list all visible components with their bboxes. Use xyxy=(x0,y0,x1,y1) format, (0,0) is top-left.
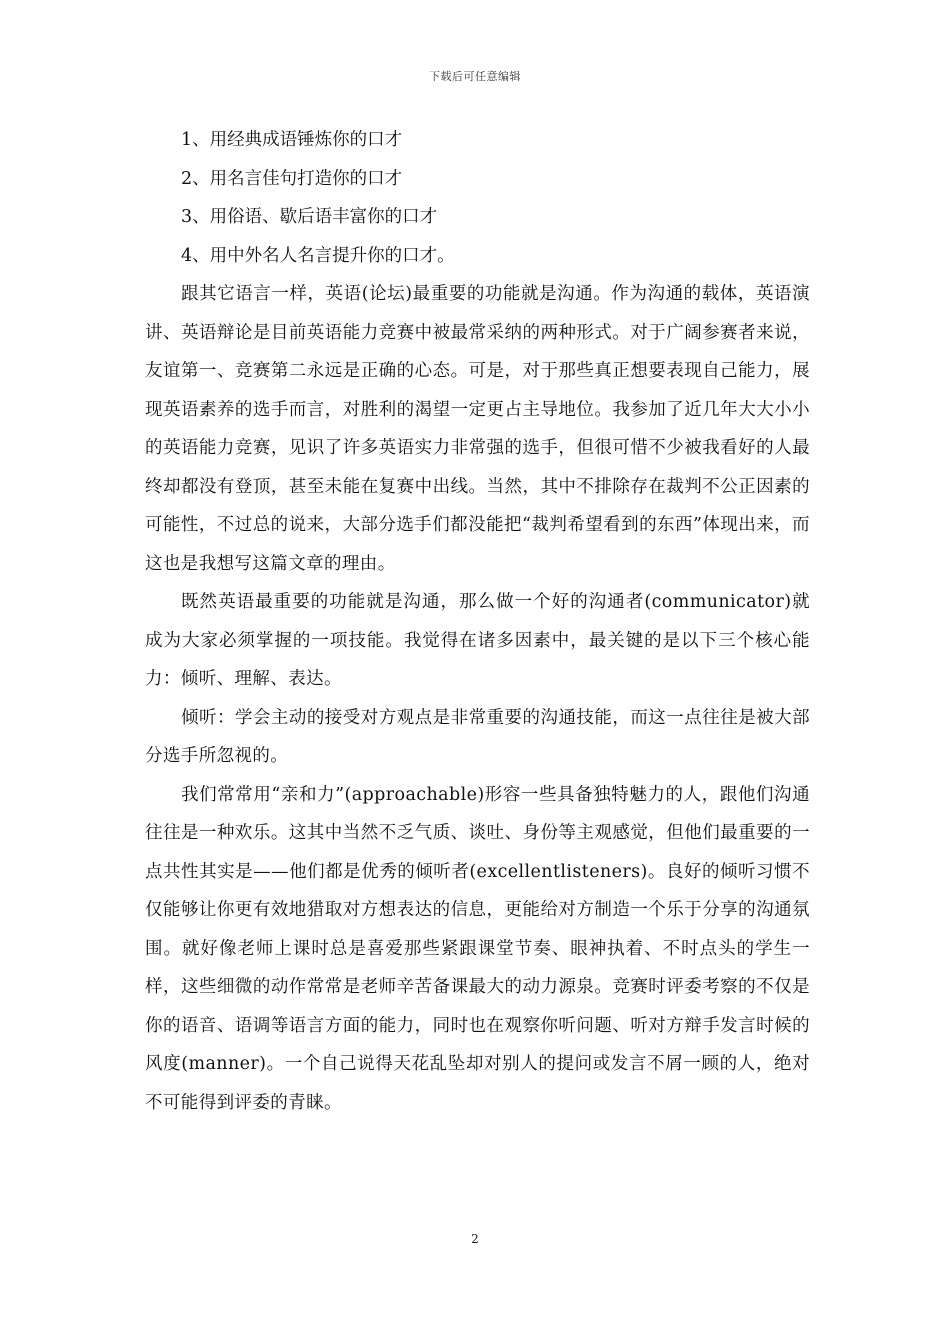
paragraph: 我们常常用“亲和力”(approachable)形容一些具备独特魅力的人，跟他们沟通往往是一种欢乐。这其中当然不乏气质、谈吐、身份等主观感觉，但他们最重要的一点共性其实是——他们都是优秀的倾听者(excellentlisteners)。良好的倾听习惯不仅能够让你更有效地猎取对方想表达的信息，更能给对方制造一个乐于分享的沟通氛围。就好像老师上课时总是喜爱那些紧跟课堂节奏、眼神执着、不时点头的学生一样，这些细微的动作常常是老师辛苦备课最大的动力源泉。竞赛时评委考察的不仅是你的语音、语调等语言方面的能力，同时也在观察你听问题、听对方辩手发言时候的风度(manner)。一个自己说得天花乱坠却对别人的提问或发言不屑一顾的人，绝对不可能得到评委的青睐。 xyxy=(145,784,810,1113)
paragraph: 跟其它语言一样，英语(论坛)最重要的功能就是沟通。作为沟通的载体，英语演讲、英语辩论是目前英语能力竞赛中被最常采纳的两种形式。对于广阔参赛者来说，友谊第一、竞赛第二永远是正确的心态。可是，对于那些真正想要表现自己能力，展现英语素养的选手而言，对胜利的渴望一定更占主导地位。我参加了近几年大大小小的英语能力竞赛，见识了许多英语实力非常强的选手，但很可惜不少被我看好的人最终却都没有登顶，甚至未能在复赛中出线。当然，其中不排除存在裁判不公正因素的可能性，不过总的说来，大部分选手们都没能把“裁判希望看到的东西”体现出来，而这也是我想写这篇文章的理由。 xyxy=(145,284,810,574)
document-body xyxy=(145,121,810,1122)
page-header: 下载后可任意编辑 xyxy=(429,70,521,83)
paragraph: 既然英语最重要的功能就是沟通，那么做一个好的沟通者(communicator)就成为大家必须掌握的一项技能。我觉得在诸多因素中，最关键的是以下三个核心能力：倾听、理解、表达。 xyxy=(145,592,810,689)
list-item: 1、用经典成语锤炼你的口才 xyxy=(181,130,403,150)
list-item: 2、用名言佳句打造你的口才 xyxy=(181,168,403,189)
list-item: 3、用俗语、歇后语丰富你的口才 xyxy=(181,207,438,227)
page-number: 2 xyxy=(471,1232,479,1246)
list-item: 4、用中外名人名言提升你的口才。 xyxy=(181,245,455,266)
paragraph: 倾听：学会主动的接受对方观点是非常重要的沟通技能，而这一点往往是被大部分选手所忽视的。 xyxy=(145,707,810,766)
